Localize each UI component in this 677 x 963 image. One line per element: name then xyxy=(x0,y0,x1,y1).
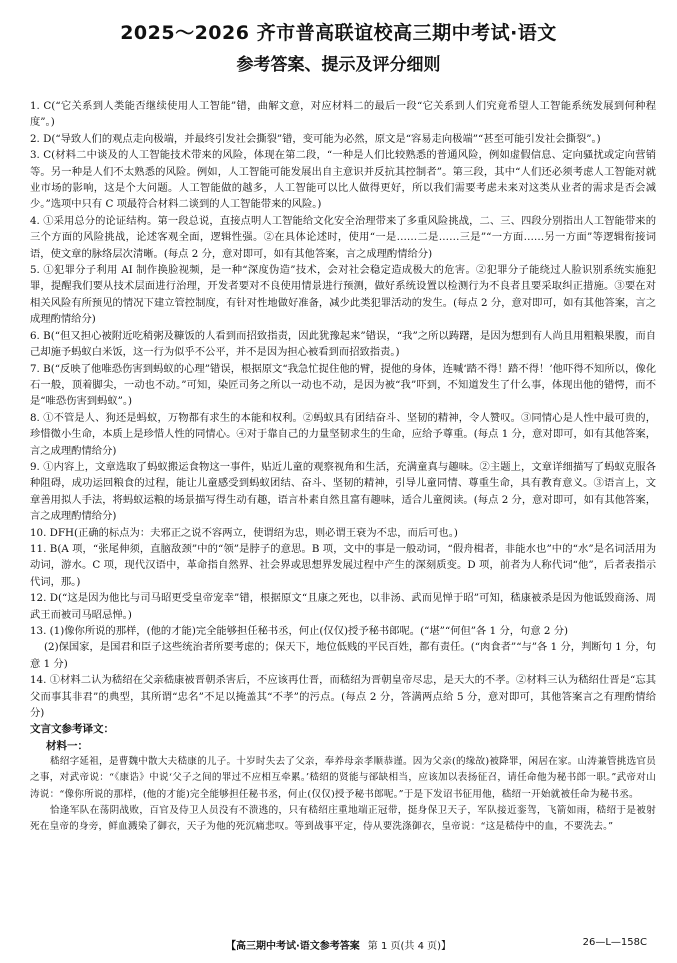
answer-item-1: 1. C(“它关系到人类能否继续使用人工智能”错，曲解文意，对应材料二的最后一段“它关系到人们究竟希望人工智能系统发展到何种程度”。) xyxy=(30,100,656,129)
answer-item-3: 3. C(材料二中谈及的人工智能技术带来的风险，体现在第二段，“一种是人们比较熟悉的普通风险，例如虚假信息、定向骚扰或定向营销等。另一种是人们不太熟悉的风险。例如，人工智能可能发展出自主意识并反抗其控制者”。第三段，其中“人们还必须考虑人工智能对就业市场的影响，这是个大问题。人工智能做的越多，人工智能可以比人做得更好，所以我们需要考虑未来对这类从业者的需求是否会减少。”选项中只有 C 项最符合材料二谈到的人工智能带来的风险。) xyxy=(30,149,656,211)
answer-item-6: 6. B(“但又担心被附近吃稍粥及糠饭的人看到而招致指责，因此犹豫起来”错误，“我”之所以踌躇，是因为想到有人尚且用粗粮果腹，而自己却施予蚂蚁白米饭，这一行为似乎不公平，并不是因为担心被看到而招致指责。) xyxy=(30,329,656,359)
answer-item-5: 5. ①犯罪分子利用 AI 制作换脸视频，是一种“深度伪造”技术，会对社会稳定造成极大的危害。②犯罪分子能绕过人脸识别系统实施犯罪，提醒我们要从技术层面进行治理，开发者要对不良使用情景进行预测，做好系统设置以检测行为不良者且要采取纠正措施。③要在对相关风险有所预见的情况下建立管控制度，有针对性地做好准备，减少此类犯罪活动的发生。(每点 2 分，意对即可，如有其他答案，言之成理酌情给分) xyxy=(30,264,656,326)
page-subtitle: 参考答案、提示及评分细则 xyxy=(236,55,441,75)
answer-item-13-1: 13. (1)像你所说的那样，(他的才能)完全能够担任秘书丞，何止(仅仅)授予秘书郎呢。(“堪”“何但”各 1 分，句意 2 分) xyxy=(30,625,569,637)
page-footer xyxy=(0,937,677,953)
answer-item-8: 8. ①不管是人、狗还是蚂蚁，万物都有求生的本能和权利。②蚂蚁具有团结奋斗、坚韧的精神，令人赞叹。③同情心是人性中最可贵的，珍惜微小生命，本质上是珍惜人性的同情心。④对于靠自己的力量坚韧求生的生命，应给予尊重。(每点 1 分，意对即可，如有其他答案，言之成理酌情给分) xyxy=(30,411,656,457)
answer-item-14: 14. ①材料二认为嵇绍在父亲嵇康被晋朝杀害后，不应该再仕晋，而嵇绍为晋朝皇帝尽忠，是天大的不孝。②材料三认为嵇绍仕晋是“忘其父而事其非君”的典型，其所谓“忠名”不足以掩盖其“不孝”的污点。(每点 2 分，答满两点给 5 分，意对即可，其他答案言之有理酌情给分) xyxy=(30,674,656,720)
answer-item-12: 12. D(“这是因为他比与司马昭更受皇帝宠幸”错，根据原文“且康之死也，以非汤、武而见惮于昭”可知，嵇康被杀是因为他诋毁商汤、周武王而被司马昭忌惮。) xyxy=(30,592,656,621)
answer-item-4: 4. ①采用总分的论证结构。第一段总说，直接点明人工智能给文化安全治理带来了多重风险挑战，二、三、四段分别指出人工智能带来的三个方面的风险挑战，论述客观全面，逻辑性强。②在具体论述时，使用“一是……二是……三是”“一方面……另一方面”等逻辑衔接词语，使文章的脉络层次清晰。(每点 2 分，意对即可，如有其他答案，言之成理酌情给分) xyxy=(30,214,656,260)
answer-item-2: 2. D(“导致人们的观点走向极端，并最终引发社会撕裂”错，变可能为必然，原文是“容易走向极端”“甚至可能引发社会撕裂”。) xyxy=(30,132,601,145)
footer-center xyxy=(0,937,677,952)
translation-paragraph-2: 恰逢军队在荡阴战败，百官及侍卫人员没有不溃逃的，只有嵇绍庄重地端正冠带，挺身保卫天子，军队接近銮驾，飞箭如雨，嵇绍于是被射死在皇帝的身旁，鲜血溅染了御衣，天子为他的死沉痛悲叹。等到战事平定，侍从要洗涤御衣，皇帝说：“这是嵇侍中的血，不要洗去。” xyxy=(30,804,656,833)
footer-exam-label: 【高三期中考试·语文参考答案 xyxy=(225,941,360,952)
translation-heading: 文言文参考译文： xyxy=(30,723,114,736)
answer-item-9: 9. ①内容上，文章选取了蚂蚁搬运食物这一事件，贴近儿童的观察视角和生活，充满童真与趣味。②主题上，文章详细描写了蚂蚁克服各种阻碍，成功运回粮食的过程，能让儿童感受到蚂蚁团结、奋斗、坚韧的精神，引导儿童同情、尊重生命，具有教育意义。③语言上，文章善用拟人手法，将蚂蚁运粮的场景描写得生动有趣，语言朴素自然且富有趣味，适合儿童阅读。(每点 2 分，意对即可，如有其他答案，言之成理酌情给分) xyxy=(30,460,656,523)
footer-page-number: 第 1 页(共 4 页)】 xyxy=(367,941,452,952)
answer-item-10: 10. DFH(正确的标点为：夫邪正之说不容两立，使谓绍为忠，则必谓王衰为不忠，而后可也。) xyxy=(30,526,458,539)
page-title: 2025～2026 齐市普高联谊校高三期中考试·语文 xyxy=(120,22,557,44)
answer-item-7: 7. B(“反映了他唯恐伤害到蚂蚁的心理”错误，根据原文“我急忙捉住他的臂，提他的身体，连喊‘踏不得！踏不得！’他吓得不知所以，像化石一般，顶着脚尖，一动也不动。”可知，染匠司务之所以一动也不动，是因为被“我”吓到，不知道发生了什么事，体现出他的错愕，而不是“唯恐伤害到蚂蚁”。) xyxy=(30,362,656,408)
answer-item-11: 11. B(A 项，“张尾伸须，直脑敌颈”中的“领”是脖子的意思。B 项，文中的事是一般动词，“假舟楫者，非能水也”中的“水”是名词活用为动词，游水。C 项，现代汉语中，革命指自然界、社会界或思想界发展过程中产生的深刻质变。D 项，前者为人称代词“他”，后者表指示代词，那。) xyxy=(30,542,656,588)
footer-code: 26—L—158C xyxy=(582,937,647,948)
answer-list xyxy=(30,98,656,835)
answer-item-13-2: (2)保国家，是国君和臣子这些统治者所要考虑的；保天下，地位低贱的平民百姓，都有责任。(“肉食者”“与”各 1 分，判断句 1 分，句意 1 分) xyxy=(30,641,656,670)
translation-paragraph-1: 嵇绍字延祖，是曹魏中散大夫嵇康的儿子。十岁时失去了父亲，奉养母亲孝顺恭谨。因为父亲(的缘故)被降罪，闲居在家。山涛兼管挑选官员之事，对武帝说：“《康诰》中说‘父子之间的罪过不应相互牵累。’嵇绍的贤能与郤缺相当，应该加以表扬征召，请任命他为秘书郎一职。”武帝对山涛说：“像你所说的那样，(他的才能)完全能够担任秘书丞，何止(仅仅)授予秘书郎呢。”于是下发诏书征用他，嵇绍一开始就被任命为秘书丞。 xyxy=(30,756,656,800)
material-label: 材料一： xyxy=(46,739,88,752)
